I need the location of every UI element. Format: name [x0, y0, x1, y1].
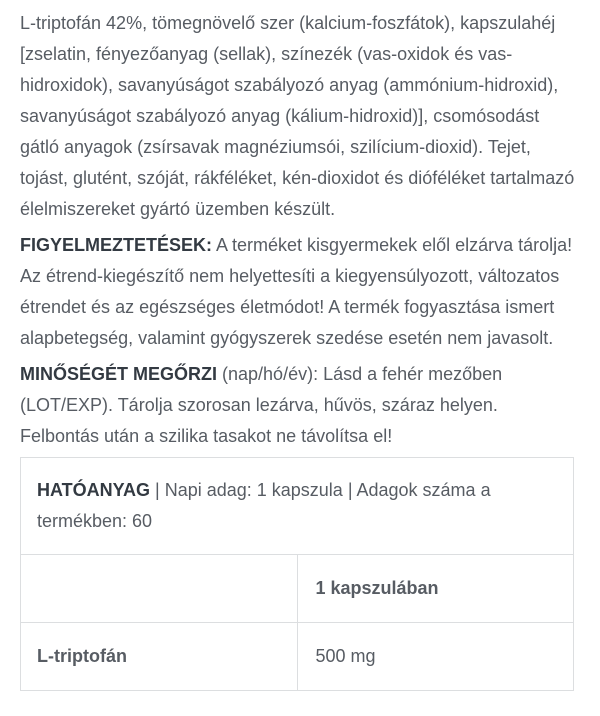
quality-heading: MINŐSÉGÉT MEGŐRZI [20, 364, 218, 384]
table-row [21, 623, 574, 691]
table-header-label: HATÓANYAG [37, 480, 151, 500]
column-header-cell: 1 kapszulában [297, 555, 574, 623]
ingredients-paragraph: L-triptofán 42%, tömegnövelő szer (kalcium-foszfátok), kapszulahéj [zselatin, fényezőanyag (sellak), színezék (vas-oxidok és vas-hidroxidok), savanyúságot szabályozó anyag (ammónium-hidroxid), savanyúságot szabályozó anyag (kálium-hidroxid)], csomósodást gátló anyagok (zsírsavak magnéziumsói, szilícium-dioxid). Tejet, tojást, glutént, szóját, rákféléket, kén-dioxidot és dióféléket tartalmazó élelmiszereket gyártó üzemben készült. [20, 13, 575, 219]
quality-paragraph [20, 359, 578, 452]
ingredient-value-cell: 500 mg [297, 623, 574, 691]
ingredient-name-cell: L-triptofán [21, 623, 298, 691]
table-header-row [21, 458, 574, 555]
warnings-text: A terméket kisgyermekek elől elzárva tárolja! Az étrend-kiegészítő nem helyettesíti a kiegyensúlyozott, változatos étrendet és az egészséges életmódot! A termék fogyasztása ismert alapbetegség, valamint gyógyszerek szedése esetén nem javasolt. [20, 235, 573, 348]
table-header-rest: | Napi adag: 1 kapszula | Adagok száma a termékben: 60 [37, 480, 491, 531]
active-ingredient-table [20, 457, 574, 691]
empty-cell [21, 555, 298, 623]
warnings-heading: FIGYELMEZTETÉSEK: [20, 235, 213, 255]
table-header-cell [21, 458, 574, 555]
quality-text: (nap/hó/év): Lásd a fehér mezőben (LOT/EXP). Tárolja szorosan lezárva, hűvös, száraz helyen. Felbontás után a szilika tasakot ne távolítsa el! [20, 364, 503, 446]
table-column-header-row [21, 555, 574, 623]
warnings-paragraph [20, 230, 578, 354]
